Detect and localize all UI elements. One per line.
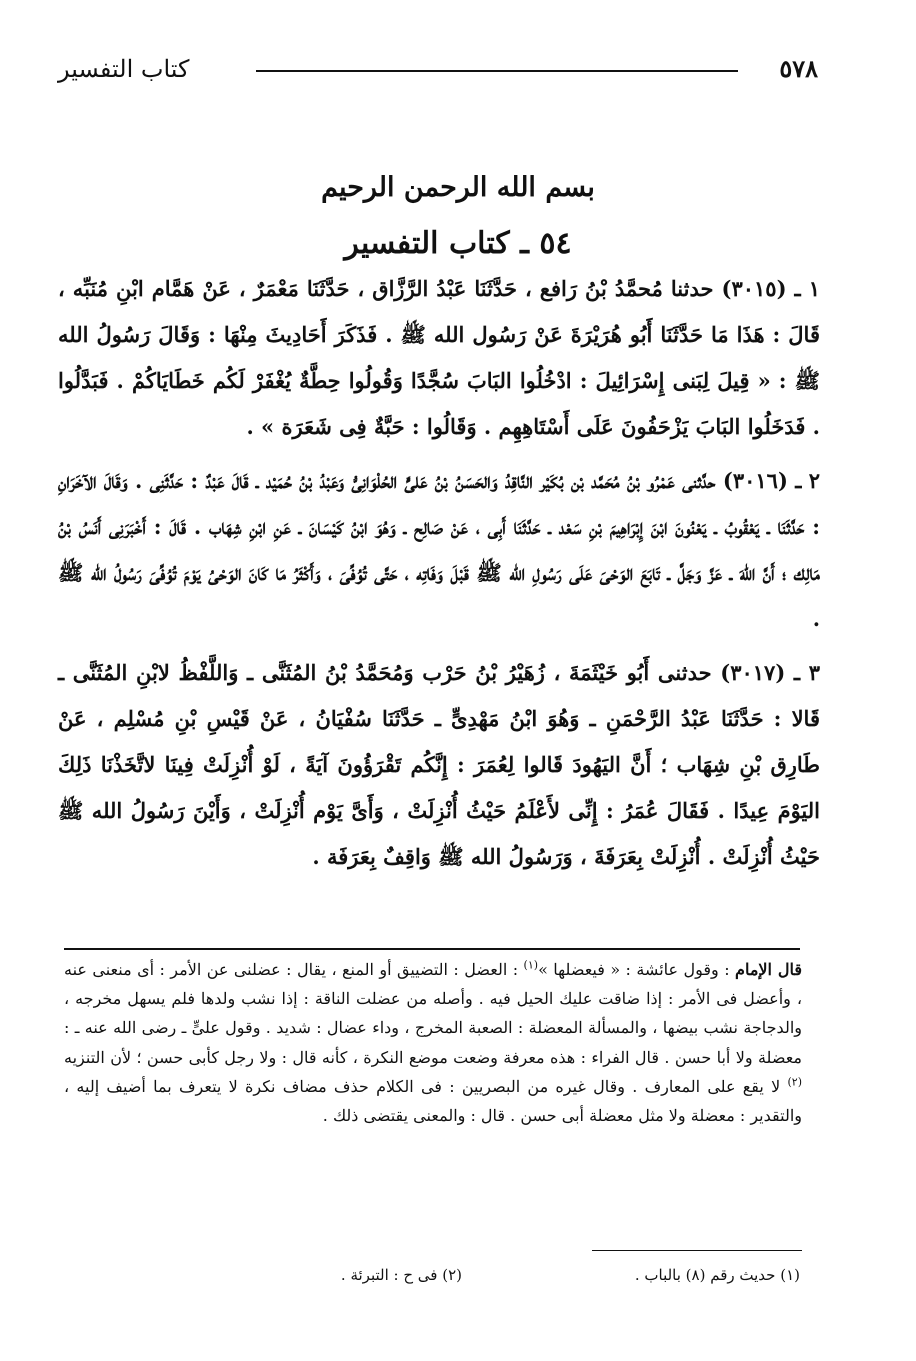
header-rule (256, 70, 738, 72)
commentary-text: : وقول عائشة : « فيعضلها » (538, 960, 730, 979)
hadith-paragraph (58, 458, 820, 642)
hadith-text: حدثنى أَبُو خَيْثَمَةَ ، زُهَيْرُ بْنُ حَرْب وَمُحَمَّدُ بْنُ المُثَنَّى ـ وَاللَّفْظُ لابْنِ المُثَنَّى ـ قَالا : حَدَّثَنَا عَبْدُ الرَّحْمَنِ ـ وَهُوَ ابْنُ مَهْدِىٍّ ـ حَدَّثَنَا سُفْيَانُ ، عَنْ قَيْسِ بْنِ مُسْلِم ، عَنْ طَارِق بْنِ شِهَاب ؛ أَنَّ اليَهُودَ قَالوا لِعُمَرَ : إِنَّكُم تَقْرَؤُونَ آيَةً ، لَوْ أُنْزِلَتْ فِينَا لاتَّخَذْنَا ذَلِكَ اليَوْمَ عِيدًا . فَقَالَ عُمَرُ : إِنِّى لأَعْلَمُ حَيْثُ أُنْزِلَتْ ، وَأَىَّ يَوْم أُنْزِلَتْ ، وَأَيْنَ رَسُولُ الله ﷺ حَيْثُ أُنْزِلَتْ . أُنْزِلَتْ بِعَرَفَةَ ، وَرَسُولُ الله ﷺ وَاقِفٌ بِعَرَفَة . (58, 660, 820, 869)
basmala: بسم الله الرحمن الرحيم (321, 172, 595, 203)
footnote-marker: (٢) (787, 1075, 802, 1089)
footnote: (٢) فى ح : التبرئة . (340, 1266, 462, 1284)
hadith-number: ١ ـ (٣٠١٥) (721, 276, 820, 301)
footnote-divider (592, 1250, 802, 1251)
footnote-marker: (١) (523, 958, 539, 972)
hadith-number: ٢ ـ (٣٠١٦) (722, 468, 821, 493)
commentary-divider (64, 948, 800, 950)
running-header (58, 52, 818, 88)
page-number: ٥٧٨ (779, 54, 818, 83)
footnotes (64, 1262, 800, 1288)
hadith-text: حدثنا مُحمَّدُ بْنُ رَافع ، حَدَّثَنَا عَبْدُ الرَّزَّاق ، حَدَّثَنَا مَعْمَرٌ ، عَنْ هَمَّام ابْنِ مُنَبِّه ، قَالَ : هَذَا مَا حَدَّثَنَا أَبُو هُرَيْرَةَ عَنْ رَسُول الله ﷺ . فَذَكَرَ أَحَادِيثَ مِنْهَا : وَقَالَ رَسُولُ الله ﷺ : « قِيلَ لِبَنى إِسْرَائِيلَ : ادْخُلُوا البَابَ سُجَّدًا وَقُولُوا حِطَّةٌ يُغْفَرْ لَكُم خَطَايَاكُمْ . فَبَدَّلُوا . فَدَخَلُوا البَابَ يَزْحَفُونَ عَلَى أَسْتَاهِهِم . وَقَالُوا : حَبَّةٌ فِى شَعَرَة » . (58, 276, 820, 439)
running-book-title: كتاب التفسير (58, 55, 190, 83)
main-text (58, 266, 820, 888)
hadith-paragraph (58, 650, 820, 880)
hadith-paragraph (58, 266, 820, 450)
chapter-title: ٥٤ ـ كتاب التفسير (344, 226, 572, 261)
footnote: (١) حديث رقم (٨) بالباب . (634, 1266, 800, 1284)
commentary-text: : العضل : التضييق أو المنع ، يقال : عضلنى عن الأمر : أى منعنى عنه ، وأعضل فى الأمر : إذا ضاقت عليك الحيل فيه . وأصله من عضلت الناقة : إذا نشب ولدها فلم يسهل مخرجه ، والدجاجة نشب بيضها ، والمسألة المعضلة : الصعبة المخرج ، وداء عضال : شديد . وقول علىٍّ ـ رضى الله عنه ـ : معضلة ولا أبا حسن . قال الفراء : هذه معرفة وضعت موضع النكرة ، كأنه قال : ولا رجل كأبى حسن ؛ لأن التنزيه (64, 960, 802, 1067)
commentary-block (64, 955, 802, 1130)
hadith-text: حدَّثنى عَمْرُو بْنُ مُحَمَّد بْن بُكَيْر النَّاقِدُ وَالحَسَنُ بْنُ عَلىٍّ الحُلْوَانِىُّ وَعَبْدُ بْنُ حُمَيْد ـ قَالَ عَبْدٌ : حَدَّثَنِى . وَقَالَ الآخَرَانِ : حَدَّثَنَا ـ يَعْقُوبُ ـ يَعْنُونَ ابْنَ إِبْرَاهِيمَ بْنِ سَعْد ـ حَدَّثَنَا أَبِى ، عَنْ صَالِح ـ وَهُوَ ابْنُ كَيْسَانَ ـ عَنِ ابْنِ شِهَاب . قَالَ : أَخْبَرَنِى أَنَسُ بْنُ مَالِك ؛ أَنَّ اللهَ ـ عَزَّ وَجَلَّ ـ تَابَعَ الوَحْىَ عَلَى رَسُولِ الله ﷺ قَبْلَ وَفَاتِه ، حَتَّى تُوُفِّىَ ، وَأَكْثَرُ مَا كَانَ الوَحْىُ يَوْمَ تُوُفِّىَ رَسُولُ الله ﷺ . (58, 468, 820, 631)
commentary-text: لا يقع على المعارف . وقال غيره من البصريين : فى الكلام حذف مضاف نكرة لا يتعرف بما أضيف إليه ، والتقدير : معضلة ولا مثل معضلة أبى حسن . قال : والمعنى يقتضى ذلك . (64, 1076, 802, 1126)
hadith-number: ٣ ـ (٣٠١٧) (720, 660, 821, 685)
commentary-label: قال الإمام (735, 960, 803, 979)
